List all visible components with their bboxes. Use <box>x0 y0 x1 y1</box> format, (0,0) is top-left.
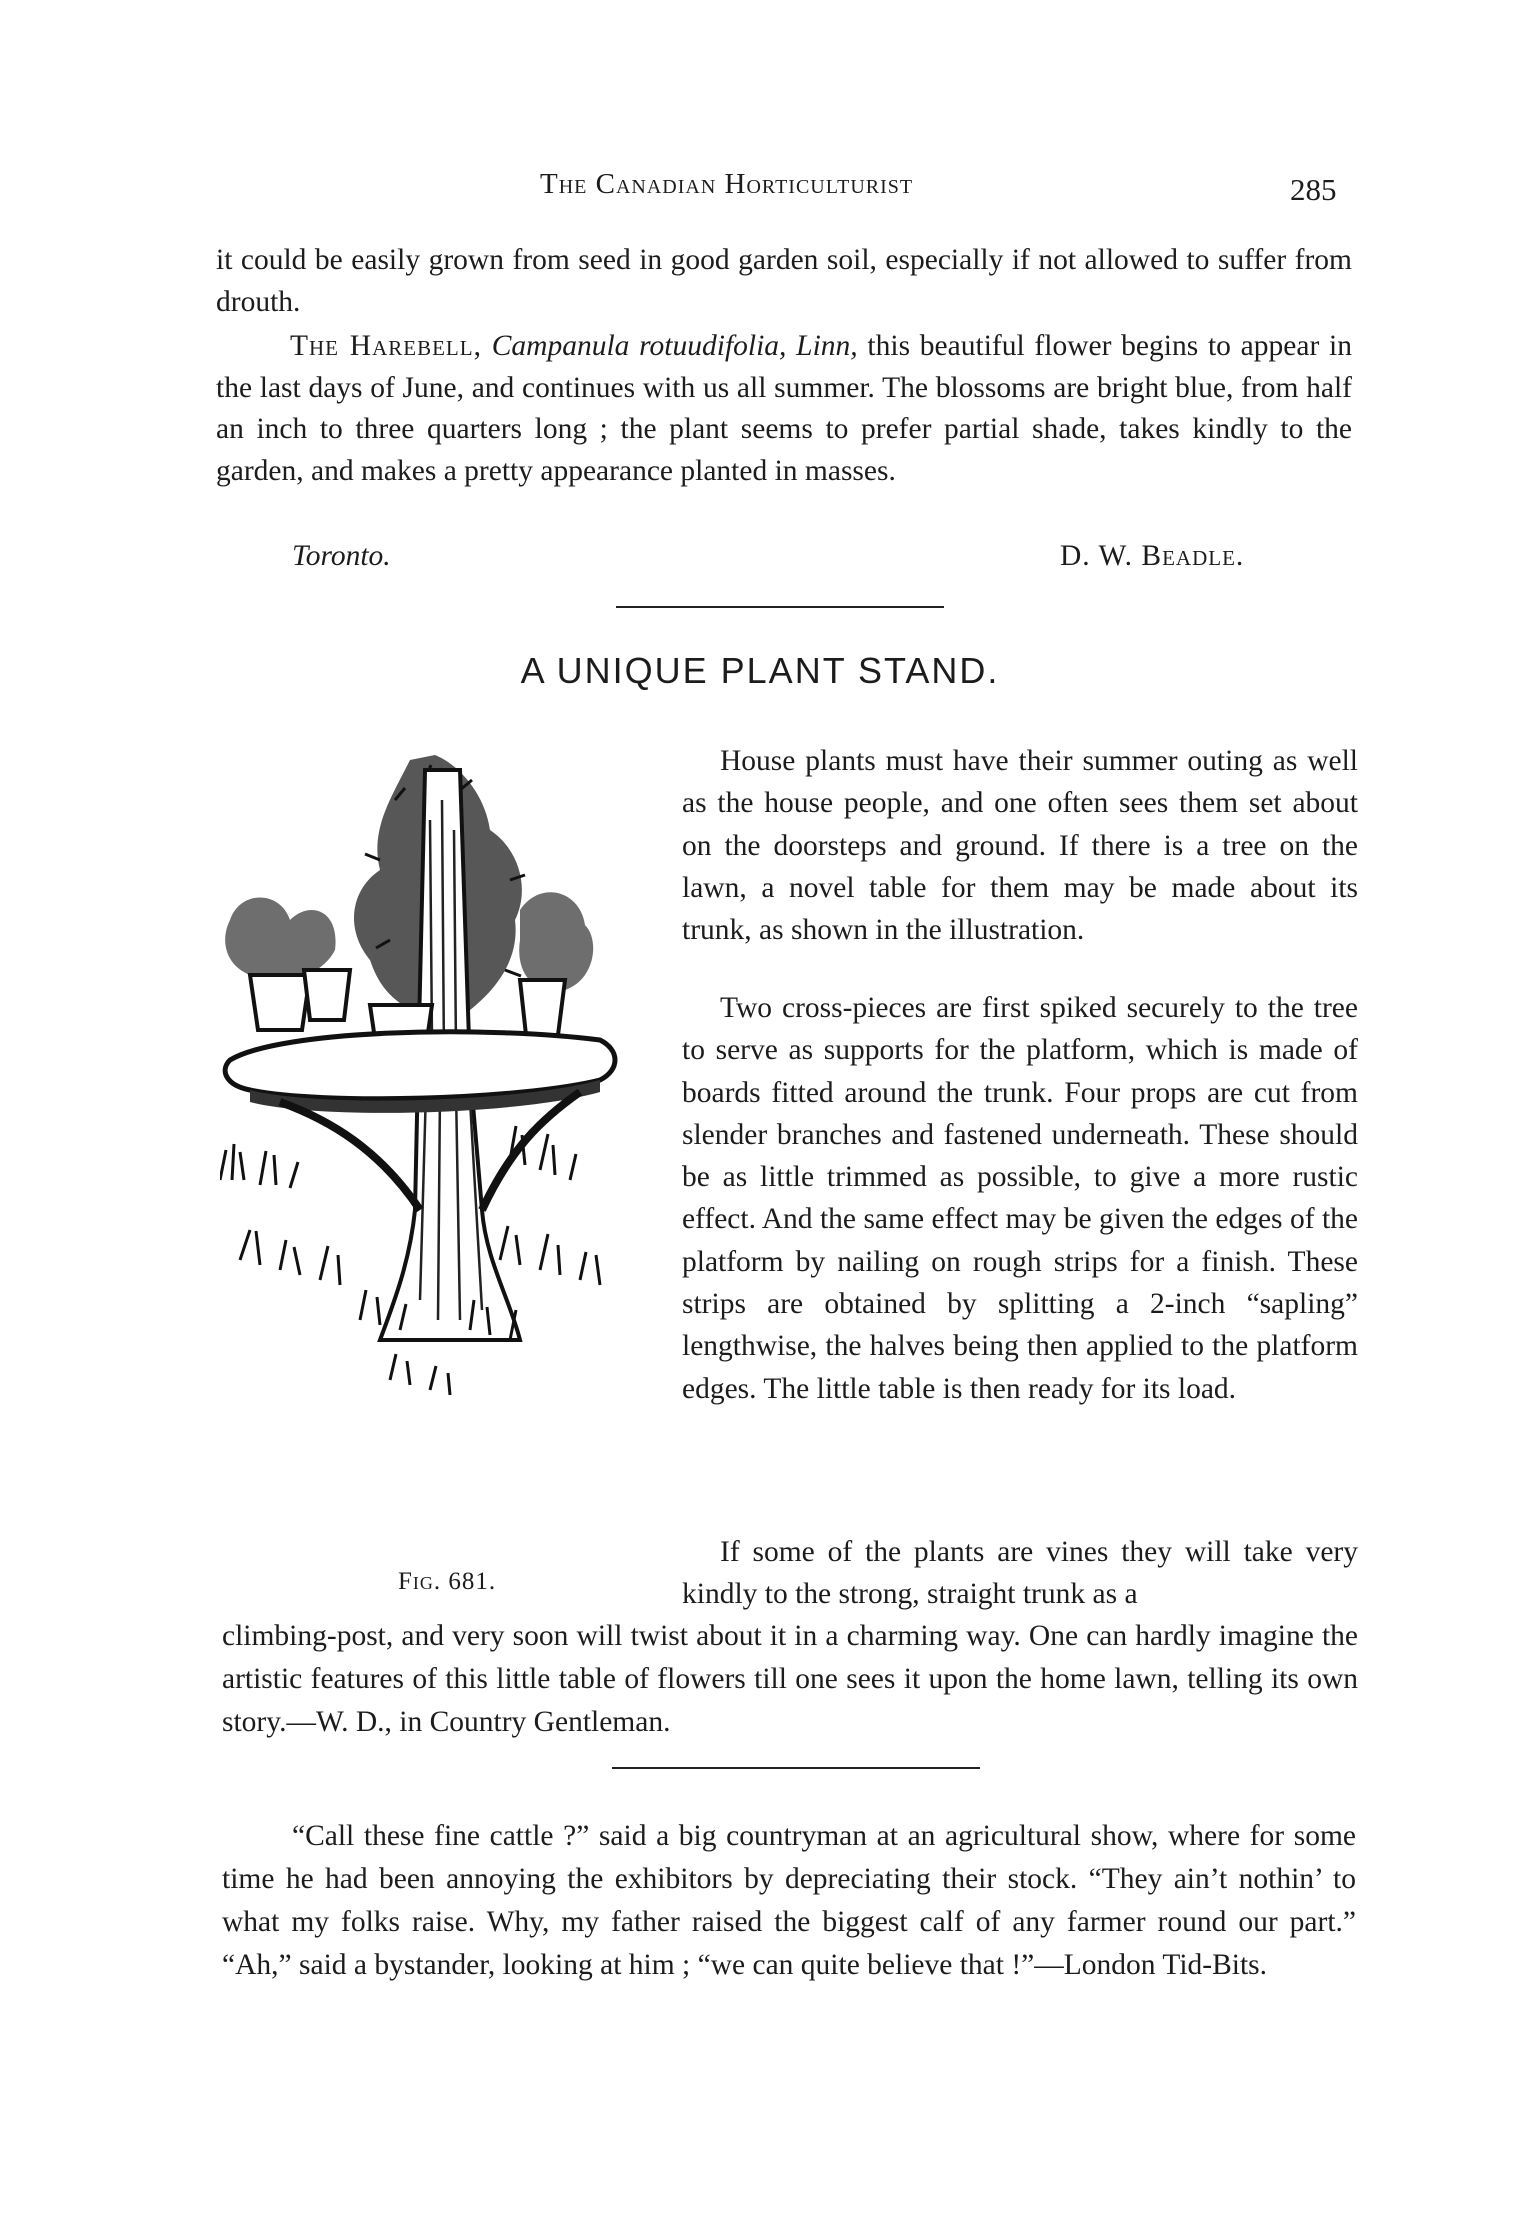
article-paragraph-3-start: If some of the plants are vines they will take very kindly to the strong, straight trunk as a <box>682 1536 1358 1611</box>
article-title: A UNIQUE PLANT STAND. <box>520 650 1000 691</box>
anecdote-paragraph: “Call these fine cattle ?” said a big countryman at an agricultural show, where for some time he had been annoying the exhibitors by depreciating their stock. “They ain’t nothin’ to what my folks raise. Why, my father raised the biggest calf of any farmer round our part.” “Ah,” said a bystander, looking at him ; “we can quite believe that !”—London Tid-Bits. <box>222 1820 1356 1981</box>
species-name: Campanula rotuudifolia, Linn, <box>491 330 858 362</box>
running-title: The Canadian Horticulturist <box>540 168 914 200</box>
previous-article-paragraph-2 <box>216 326 1352 492</box>
article-paragraph-3-end: climbing-post, and very soon will twist about it in a charming way. One can hardly imagine the artistic features of this little table of flowers till one sees it upon the home lawn, telling its own story.—W. D., in Country Gentleman. <box>222 1620 1358 1738</box>
section-divider-2 <box>612 1767 980 1769</box>
page-number: 285 <box>1290 172 1337 207</box>
signature-author: D. W. Beadle. <box>1060 540 1245 572</box>
article-paragraph-2: Two cross-pieces are first spiked securely to the tree to serve as supports for the platform, which is made of boards fitted around the trunk. Four props are cut from slender branches and fastened underneath. These should be as little trimmed as possible, to give a more rustic effect. And the same effect may be given the edges of the platform by nailing on rough strips for a finish. These strips are obtained by splitting a 2-inch “sapling” lengthwise, the halves being then applied to the platform edges. The little table is then ready for its load. <box>682 992 1358 1405</box>
harebell-lead: The Harebell, <box>290 330 482 362</box>
running-head <box>0 168 1520 208</box>
signature-place: Toronto. <box>292 540 391 572</box>
signature <box>0 540 1520 584</box>
figure-caption: Fig. 681. <box>398 1568 497 1595</box>
harebell-description: this beautiful flower begins to appear in the last days of June, and continues with us all summer. The blossoms are bright blue, from half an inch to three quarters long ; the plant seems to prefer partial shade, takes kindly to the garden, and makes a pretty appearance planted in masses. <box>216 330 1352 487</box>
section-divider <box>616 606 944 608</box>
plant-stand-illustration <box>220 740 690 1600</box>
article-paragraph-1: House plants must have their summer outing as well as the house people, and one often sees them set about on the doorsteps and ground. If there is a tree on the lawn, a novel table for them may be made about its trunk, as shown in the illustration. <box>682 745 1358 947</box>
tree-table-drawing <box>220 740 690 1600</box>
previous-article-paragraph-1: it could be easily grown from seed in good garden soil, especially if not allowed to suffer from drouth. <box>216 244 1352 318</box>
